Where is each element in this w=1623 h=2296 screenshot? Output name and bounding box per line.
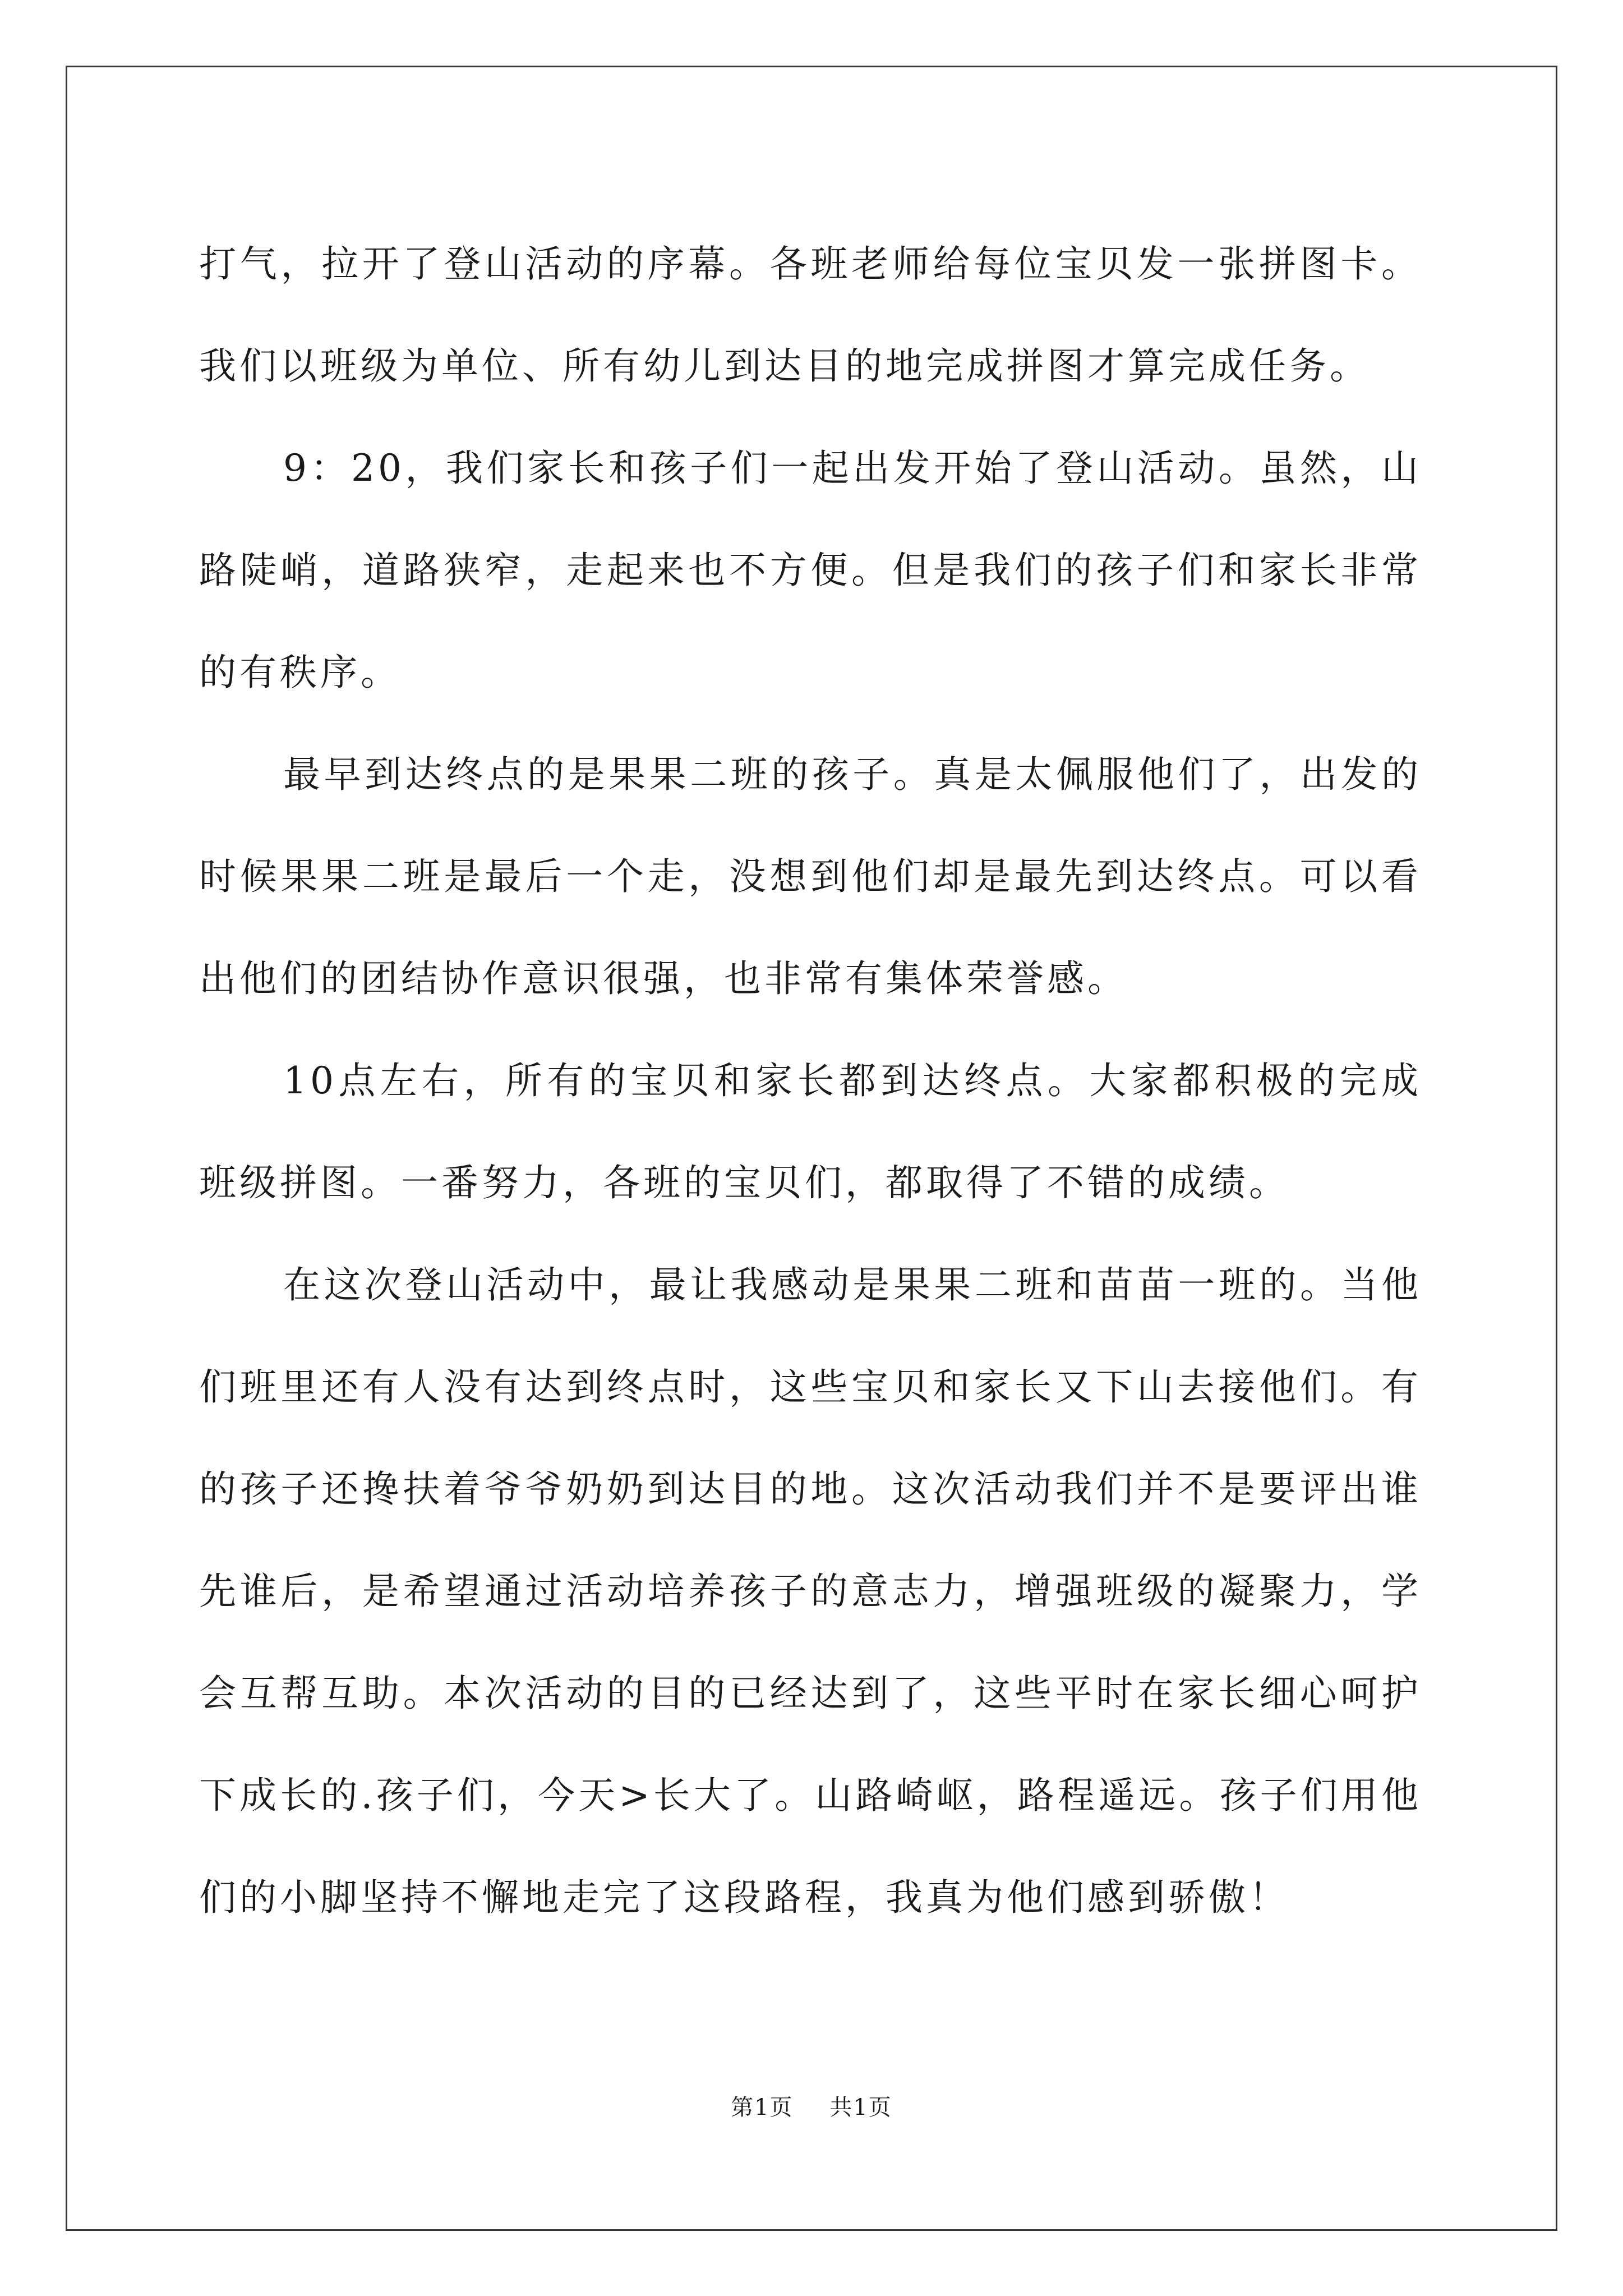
page-total: 共1页 (829, 2095, 892, 2120)
document-body (199, 213, 1422, 1949)
paragraph-3: 最早到达终点的是果果二班的孩子。真是太佩服他们了，出发的时候果果二班是最后一个走，没想到他们却是最先到达终点。可以看出他们的团结协作意识很强，也非常有集体荣誉感。 (199, 753, 1422, 1000)
page-footer (0, 2090, 1623, 2122)
page-number: 第1页 (731, 2095, 794, 2120)
paragraph-2: 9：20，我们家长和孩子们一起出发开始了登山活动。虽然，山路陡峭，道路狭窄，走起来也不方便。但是我们的孩子们和家长非常的有秩序。 (199, 447, 1422, 694)
paragraph-1: 打气，拉开了登山活动的序幕。各班老师给每位宝贝发一张拼图卡。我们以班级为单位、所有幼儿到达目的地完成拼图才算完成任务。 (199, 242, 1422, 388)
paragraph-4: 10点左右，所有的宝贝和家长都到达终点。大家都积极的完成班级拼图。一番努力，各班的宝贝们，都取得了不错的成绩。 (199, 1059, 1422, 1204)
paragraph-5: 在这次登山活动中，最让我感动是果果二班和苗苗一班的。当他们班里还有人没有达到终点时，这些宝贝和家长又下山去接他们。有的孩子还搀扶着爷爷奶奶到达目的地。这次活动我们并不是要评出谁先谁后，是希望通过活动培养孩子的意志力，增强班级的凝聚力，学会互帮互助。本次活动的目的已经达到了，这些平时在家长细心呵护下成长的.孩子们，今天>长大了。山路崎岖，路程遥远。孩子们用他们的小脚坚持不懈地走完了这段路程，我真为他们感到骄傲！ (199, 1263, 1422, 1919)
